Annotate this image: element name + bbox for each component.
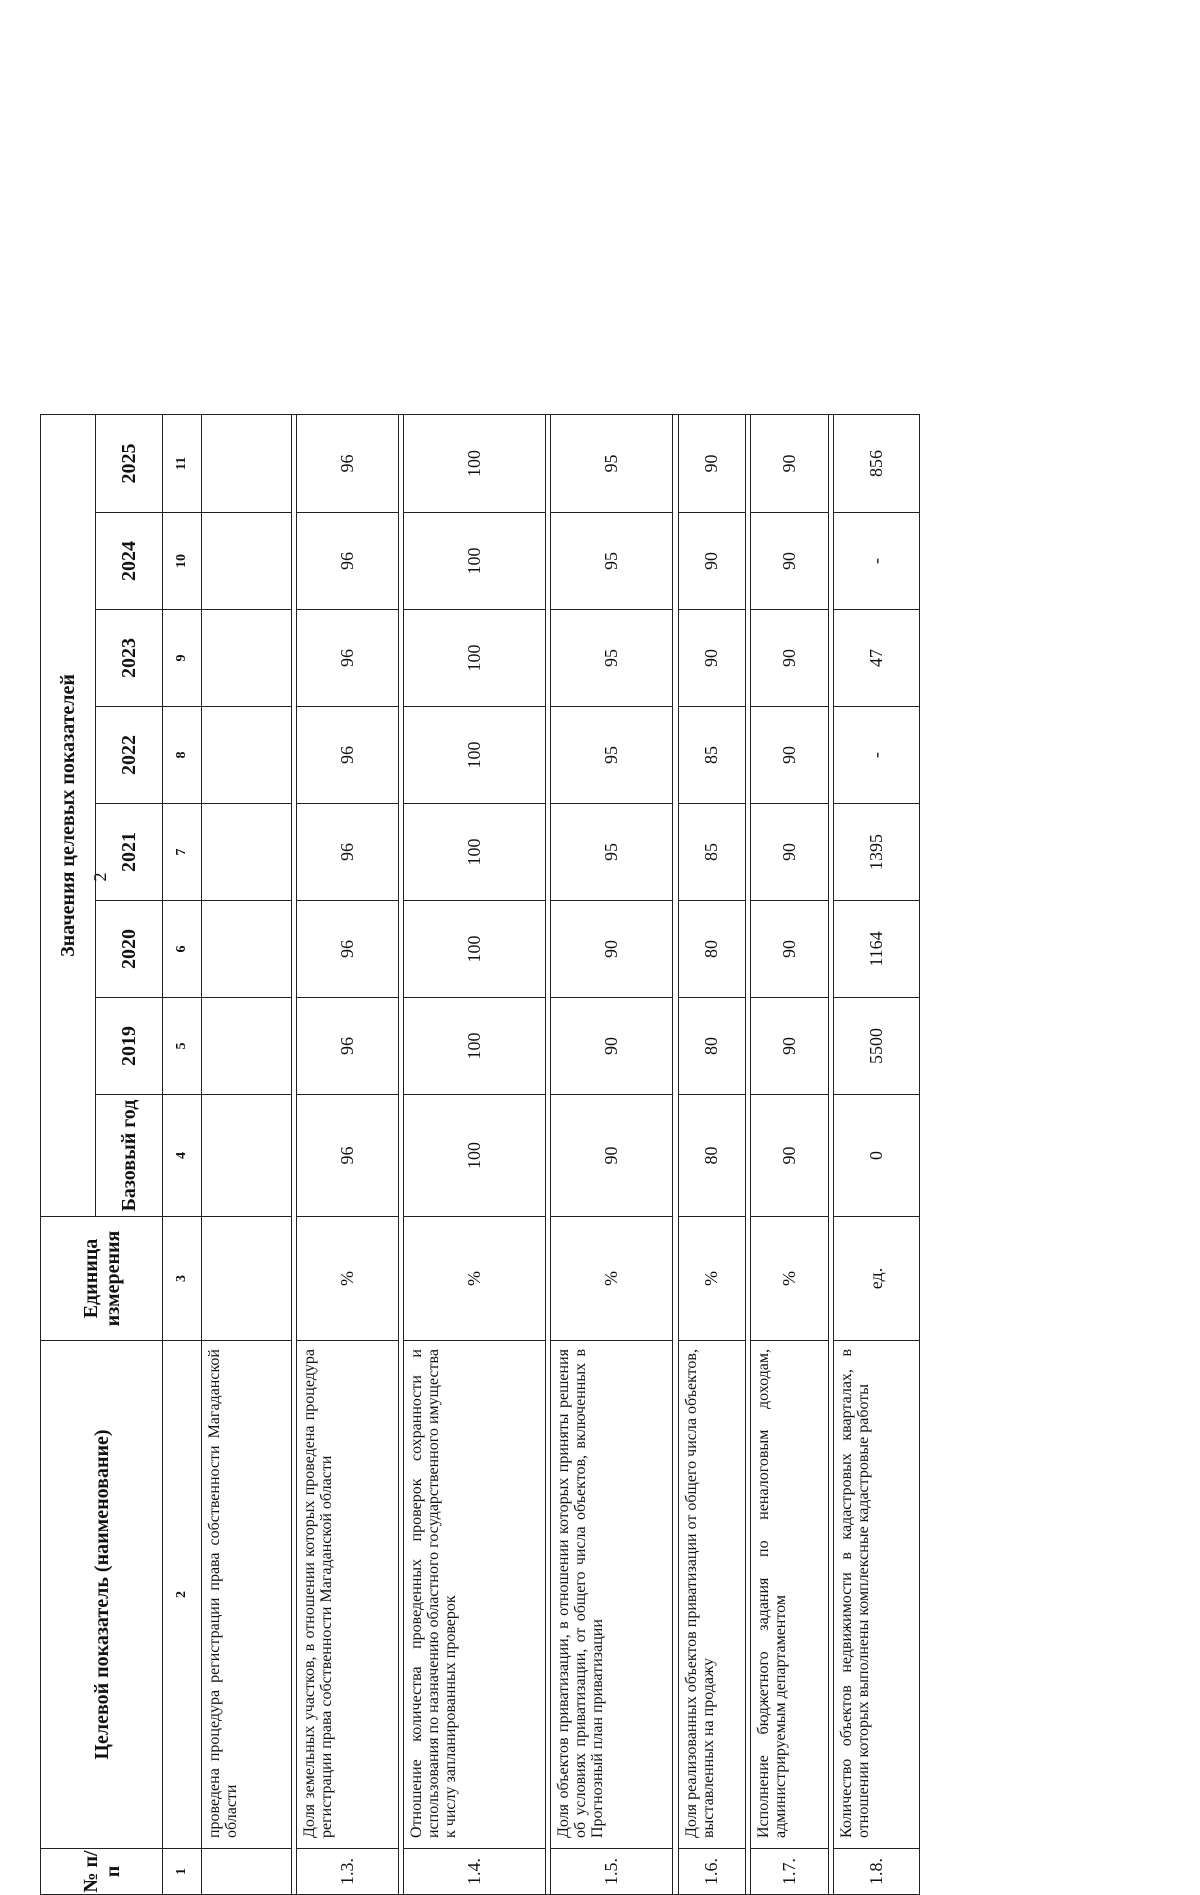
value-2021: 90: [751, 804, 829, 901]
value-2022: 95: [550, 707, 673, 804]
column-number: 7: [163, 804, 202, 901]
value-2020: 90: [550, 901, 673, 998]
header-year: 2024: [96, 513, 163, 610]
header-name: Целевой показатель (наименование): [41, 1341, 163, 1849]
table-row: [834, 414, 920, 1894]
value-2023: 100: [404, 610, 545, 707]
value-2024: 95: [550, 513, 673, 610]
column-number: 11: [163, 414, 202, 512]
indicator-name: Отношение количества проведенных проверок сохранности и использования по назначению областного государственного имущества к числу запланированных проверок: [404, 1341, 545, 1849]
column-number: 5: [163, 998, 202, 1095]
header-no: № п/п: [41, 1849, 163, 1895]
unit-cell: %: [678, 1217, 746, 1341]
column-number: 3: [163, 1217, 202, 1341]
base-year-value: 80: [678, 1095, 746, 1217]
header-year: 2022: [96, 707, 163, 804]
value-2019: 90: [550, 998, 673, 1095]
value-2023: 95: [550, 610, 673, 707]
rotated-table-wrapper: [40, 415, 920, 1895]
unit-cell: %: [751, 1217, 829, 1341]
value-2021: 100: [404, 804, 545, 901]
header-row-1: [41, 414, 96, 1894]
column-number-row: [163, 414, 202, 1894]
value-2020: [202, 901, 292, 998]
unit-cell: ед.: [834, 1217, 920, 1341]
value-2022: 100: [404, 707, 545, 804]
value-2020: 90: [751, 901, 829, 998]
indicator-name: проведена процедура регистрации права собственности Магаданской области: [202, 1341, 292, 1849]
base-year-value: 96: [297, 1095, 399, 1217]
column-number: 1: [163, 1849, 202, 1895]
value-2025: 90: [678, 414, 746, 512]
value-2022: 96: [297, 707, 399, 804]
header-values-group: Значения целевых показателей: [41, 414, 96, 1216]
row-number: 1.6.: [678, 1849, 746, 1895]
value-2025: 856: [834, 414, 920, 512]
column-number: 6: [163, 901, 202, 998]
indicator-name: Доля реализованных объектов приватизации от общего числа объектов, выставленных на продажу: [678, 1341, 746, 1849]
row-number: 1.8.: [834, 1849, 920, 1895]
value-2024: -: [834, 513, 920, 610]
base-year-value: 90: [550, 1095, 673, 1217]
value-2023: 90: [751, 610, 829, 707]
value-2024: 96: [297, 513, 399, 610]
base-year-value: [202, 1095, 292, 1217]
header-year: 2020: [96, 901, 163, 998]
value-2023: 90: [678, 610, 746, 707]
table-row: [297, 414, 399, 1894]
value-2020: 1164: [834, 901, 920, 998]
value-2025: 95: [550, 414, 673, 512]
table-row: [751, 414, 829, 1894]
value-2021: 95: [550, 804, 673, 901]
value-2021: 96: [297, 804, 399, 901]
base-year-value: 90: [751, 1095, 829, 1217]
value-2025: [202, 414, 292, 512]
value-2020: 96: [297, 901, 399, 998]
indicator-name: Доля земельных участков, в отношении которых проведена процедура регистрации права собственности Магаданской области: [297, 1341, 399, 1849]
row-number: 1.3.: [297, 1849, 399, 1895]
value-2024: 90: [751, 513, 829, 610]
row-number: 1.5.: [550, 1849, 673, 1895]
targets-table: [40, 414, 920, 1895]
value-2019: [202, 998, 292, 1095]
value-2024: 90: [678, 513, 746, 610]
value-2025: 100: [404, 414, 545, 512]
value-2022: 90: [751, 707, 829, 804]
row-number: 1.4.: [404, 1849, 545, 1895]
value-2021: 85: [678, 804, 746, 901]
column-number: 9: [163, 610, 202, 707]
column-number: 10: [163, 513, 202, 610]
unit-cell: %: [297, 1217, 399, 1341]
table-row: [678, 414, 746, 1894]
header-year: 2023: [96, 610, 163, 707]
unit-cell: %: [404, 1217, 545, 1341]
value-2025: 96: [297, 414, 399, 512]
value-2022: [202, 707, 292, 804]
value-2023: [202, 610, 292, 707]
table-row: [550, 414, 673, 1894]
header-year: 2021: [96, 804, 163, 901]
value-2019: 96: [297, 998, 399, 1095]
row-number: [202, 1849, 292, 1895]
table-row: [202, 414, 292, 1894]
value-2019: 80: [678, 998, 746, 1095]
column-number: 2: [163, 1341, 202, 1849]
value-2020: 80: [678, 901, 746, 998]
header-base-year: Базовый год: [96, 1095, 163, 1217]
header-unit: Единица измерения: [41, 1217, 163, 1341]
value-2019: 5500: [834, 998, 920, 1095]
value-2019: 100: [404, 998, 545, 1095]
value-2023: 96: [297, 610, 399, 707]
header-year: 2025: [96, 414, 163, 512]
unit-cell: [202, 1217, 292, 1341]
value-2021: [202, 804, 292, 901]
indicator-name: Исполнение бюджетного задания по неналоговым доходам, администрируемым департаментом: [751, 1341, 829, 1849]
base-year-value: 100: [404, 1095, 545, 1217]
column-number: 4: [163, 1095, 202, 1217]
value-2024: 100: [404, 513, 545, 610]
value-2020: 100: [404, 901, 545, 998]
value-2022: 85: [678, 707, 746, 804]
row-number: 1.7.: [751, 1849, 829, 1895]
value-2024: [202, 513, 292, 610]
value-2023: 47: [834, 610, 920, 707]
unit-cell: %: [550, 1217, 673, 1341]
indicator-name: Доля объектов приватизации, в отношении которых приняты решения об условиях приватизации, от общего числа объектов, включенных в Прогнозный план приватизации: [550, 1341, 673, 1849]
indicator-name: Количество объектов недвижимости в кадастровых кварталах, в отношении которых выполнены комплексные кадастровые работы: [834, 1341, 920, 1849]
header-year: 2019: [96, 998, 163, 1095]
table-row: [404, 414, 545, 1894]
column-number: 8: [163, 707, 202, 804]
value-2021: 1395: [834, 804, 920, 901]
base-year-value: 0: [834, 1095, 920, 1217]
value-2022: -: [834, 707, 920, 804]
value-2019: 90: [751, 998, 829, 1095]
value-2025: 90: [751, 414, 829, 512]
page-number: 2: [90, 872, 110, 882]
